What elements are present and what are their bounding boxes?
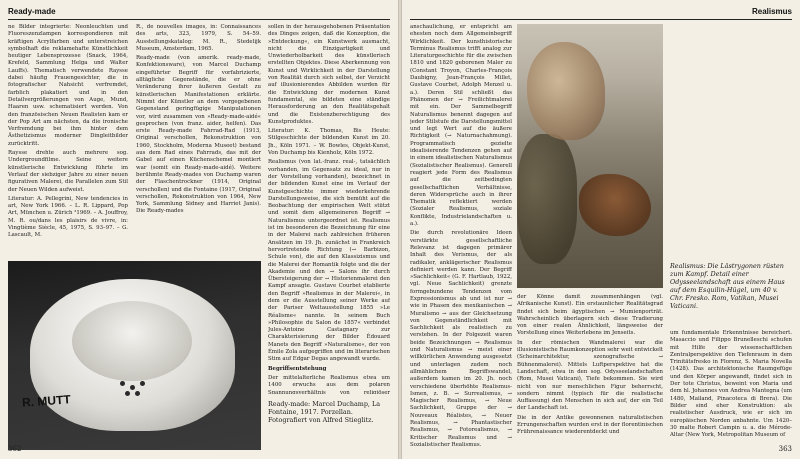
drain-hole xyxy=(130,385,135,390)
paragraph: Die in der Antike gewonnenen naturalistischen Errungenschaften wurden erst in der florentinischen Frührenaissance wiederentdeckt und xyxy=(517,414,663,436)
left-column-1 xyxy=(8,24,128,256)
header-rule-right xyxy=(410,19,792,20)
left-column-3 xyxy=(268,24,390,394)
running-header-left: Ready-made xyxy=(8,7,56,16)
header-rule-left xyxy=(8,19,390,20)
paragraph: der Könne damit zusammenhängen (vgl. Afrikanische Kunst). Ein erstaunlicher Realitätsgrad findet sich beim ägyptischen → Mumienporträt. Wahrscheinlich überlagern sich diese Tradierung von einer realen Ähnlichkeit, längsweise der Vorstellung eines Weiterlebens im Jenseits. xyxy=(517,294,663,337)
drain-hole xyxy=(135,391,140,396)
painting-caption: Realismus: Die Lästrygonen rüsten zum Kampf. Detail einer Odysseelandschaft aus einem Haus auf dem Esquilin-Hügel, um 40 v. Chr. Fresko. Rom, Vatikan, Musei Vaticani. xyxy=(670,262,785,310)
right-column-1 xyxy=(410,24,512,449)
literature-note: R., de nouvelles images, in: Connaissances des arts, 323, 1979, S. 54–59. Ausstellungskatalog: M. R., Stedelijk Museum, Amsterdam, 1965. xyxy=(136,24,261,52)
photo-caption: Ready-made: Marcel Duchamp, La Fontaine, 1917. Porzellan. Fotografiert von Alfred Stieglitz. xyxy=(268,400,381,424)
drain-hole xyxy=(125,391,130,396)
left-column-2 xyxy=(136,24,261,256)
drain-hole xyxy=(120,381,125,386)
left-page xyxy=(0,0,398,459)
literature-note: Literatur: K. Thomas, Bis Heute: Stilgeschichte der bildenden Kunst im 20. Jh., Köln 1971. – W. Bowles, Objekt-Kunst, Von Duchamp bis Kienholz, Köln 1972. xyxy=(268,128,390,157)
right-page xyxy=(402,0,800,459)
section-heading: Begriffsentstehung xyxy=(268,365,327,372)
page-number-left: 362 xyxy=(8,445,22,453)
painting-horse xyxy=(579,174,651,236)
entry-realismus: Realismus (von lat.-franz. real-, tatsächlich vorhanden, im Gegensatz zu ideal, nur in der Vorstellung vorhanden), bezeichnet in der bildenden Kunst eine im Verlauf der Kunstgeschichte immer wiederkehrende Darstellungsweise, die sich bemüht auf die Beobachtung der empirischen Welt stützt und somit dem allgemeineren Begriff → Naturalismus untergeordnet ist. Realismus ist im besonderen die Bezeichnung für eine in der Malerei nach zahlreichen früheren Ansätzen im 19. Jh. zunächst in Frankreich hervortretende Richtung (→ Barbizon, Schule von), die auf den Klassizismus und die Malerei der Romantik folgte und die der Akademie und den → Salons ihr durch Übersteigerung der → Historienmalerei den Kampf ansagte. Gustave Courbet etablierte den Begriff »Realismus in der Malerei«, in dem er die Ausstellung seiner Werke auf der Pariser Weltausstellung 1855 »Le Réalisme« nannte. In seinem Buch »Philosophie du Salon de 1857« verbindet Jules-Antoine Castagnary zur Charakterisierung der Bilder Édouard Manets den Begriff »Naturalisme«, der von Émile Zola aufgegriffen und im literarischen Stim auf Edgar Degas angewandt wurde. xyxy=(268,159,390,363)
urinal-bowl xyxy=(72,301,192,381)
paragraph: anschaulichung, er entspricht am ehesten noch dem Allgemeinbegriff Wirklichkeit. Der kunsthistorische Terminus Realismus trifft analog zur Literaturgeschichte für die zwischen 1810 und 1820 geborenen Maler zu (Constant Troyon, Charles-François Daubigny, Jean-François Millet, Gustave Courbet, Adolph Menzel u. a.). Deren Stil schließt das Phänomen der → Freilichtmalerei mit ein. Der Sammelbegriff Naturalismus benennt dagegen auf jeder Stilstufe die Darstellungsmittel und legt Wert auf die äußere Richtigkeit (→ Naturnachahmung). Programmatisch gezielte idealisierende Tendenzen gehen auf in einem idealistischen Naturalismus (Sozialistischer Realismus). Generell reagiert jede Form des Realismus auf die zeitbedingten gesellschaftlichen Verhältnisse, deren Widersprüche auch in ihrer Thematik reflektiert werden (Sozialer Realismus, soziale Konflikte, Industrielandschaften u. a.). xyxy=(410,24,512,228)
running-header-right: Realismus xyxy=(751,7,792,16)
paragraph: Raysse drehte auch mehrere sog. Undergroundfilme. Seine weitere künstlerische Entwicklung führte im Verlauf der siebziger Jahre zu einer neuen figurativen Malerei, die Parallelen zum Stil der Neuen Wilden aufweist. xyxy=(8,150,128,193)
right-column-2 xyxy=(517,294,663,449)
literature-note: Literatur: A. Pellegrini, New tendencies in art, New York 1966. – L. R. Lippard, Pop Art, München u. Zürich ²1969. – A. Jouffroy, M. R. ou/dans les plaisirs de vivre, in: Vingtième Siècle, 45, 1975, S. 93–97. – G. Lascault, M. xyxy=(8,195,128,239)
paragraph: um fundamentale Erkenntnisse bereichert. Masaccio und Filippo Brunelleschi schufen mit Hilfe der wissenschaftlichen Zentralperspektive den Tiefenraum in dem Trinitätsfresko in Florenz, S. Maria Novella (1428). Das architektonische Raumgefüge und den Körper angewandt, findet sich in Der tote Christus, beweint von Maria und dem hl. Johannes von Andrea Mantegna (um 1480, Mailand, Pinacoteca di Brera). Die Bilder sind eher Konstruktion: als realistischer Ausdruck, wie er sich im europäischen Norden anbahnte. Um 1420–30 malte Robert Campin u. a. die Mérode-Altar (New York, Metropolitan Museum of xyxy=(670,330,792,439)
page-number-right: 363 xyxy=(778,445,792,453)
right-column-3 xyxy=(670,330,792,448)
paragraph: Die durch revolutionäre Ideen verstärkte gesellschaftliche Relevanz ist dagegen primärer Inhalt des Verismus, der als radikaler, anklägerischer Realismus definiert werden kann. Der Begriff »Sachlichkeit« (G. F. Hartlaub, 1922, vgl. Neue Sachlichkeit) grenzte formgebundene Tendenzen vom Expressionismus ab und ist nur → wie in Phasen des mexikanischen → Muralismo → aus der Gleichsetzung von Gegenständlichkeit mit Sachlichkeit als realistisch zu verstehen. In der Folgezeit waren beide Bezeichnungen → Realismus und Naturalismus → meist einer willkürlichen Anwendung ausgesetzt und unterlagen zudem noch allmählichem Begriffswandel, außerdem kamen im 20. Jh. noch verschiedene überhöhte Realismus-Ismen, z. B. → Surrealismus, → Magischer Realismus, → Neue Sachlichkeit, Gruppe der → Nouveaux Réalistes, → Neuer Realismus, → Phantastischer Realismus, → Fotorealismus, → Kritischer Realismus und → Sozialistischer Realismus. xyxy=(410,230,512,448)
paragraph: Der mittelalterliche Realismus etwa um 1400 erwuchs aus dem polaren Spannungsverhältnis von religiöser xyxy=(268,374,390,394)
photo-signature: R. MUTT xyxy=(21,392,72,410)
painting-figure xyxy=(527,42,605,140)
fountain-photo xyxy=(8,261,261,450)
painting-trees xyxy=(517,134,577,264)
paragraph: sollen in der herausgehobenen Präsentation des Dinges zeigen, daß die Konzeption, die »Entdeckung«, ein Kunstwerk ausmacht, nicht die Einzigartigkeit und Unwiederholbarkeit des künstlerisch erstellten Objektes. Diese Aberkennung von Kunst und Wirklichkeit in der Darstellung von Realität durch sich selbst, der Verzicht auf illusionierendes Abbilden wurden für die Entwicklung der modernen Kunst fundamental, sie bildeten eine ständige Herausforderung an den Realitätsgehalt und die Existenzberechtigung des Kunstproduktes. xyxy=(268,24,390,125)
fresco-painting xyxy=(517,24,663,288)
paragraph: In der römischen Wandmalerei war die illusionistische Raumkonzeption sehr weit entwickelt (Scheinarchitektur, szenografische → Bühnenmalerei). Mittels Luftperspektive hat die Landschaft, etwa in den sog. Odysseelandschaften (Rom, Musei Vaticani), Tiefe bekommen. Sie wird nicht von nur menschlichen Figur beherrscht, sondern nimmt (typisch für die realistische Auffassung) den Menschen in sich auf, der ein Teil der Landschaft ist. xyxy=(517,339,663,412)
paragraph: ne Bilder integrierte: Neonleuchten und Fluoreszenzlampen korrespondieren mit kräftigen Acrylfarben und unterstreichen symbolhaft die reklamehafte Künstlichkeit heutiger Lebensprozesse (Snack, 1964, Krefeld, Sammlung Helga und Walter Lauffs). Thematisch verwendete Raysse dabei häufig Frauengesichter, die in fotografischer Nahsicht verfremdet, farblich plakatiert und in den Detailvergrößerungen von Auge, Mund, Haaren usw. schematisiert werden. Von den französischen Neuen Realisten kam er der Pop Art am nächsten, da die ironische Verfremdung bei ihm hinter dem Ästhetizismus moderner Dingleitbilder zurücktritt. xyxy=(8,24,128,147)
entry-ready-made: Ready-made (von amerik. ready-made, Konfektionsware), von Marcel Duchamp eingeführter Begriff für vorfabrizierte, alltägliche Gegenstände, die er ohne Veränderung ihrer äußeren Gestalt zu künstlerischen Manifestationen erklärte. Nimmt der Künstler an dem vorgegebenen Gegenstand geringfügige Manipulationen vor, wird zusammen von »Ready-made-aidé« gesprochen (von franz. aider, helfen). Das erste Ready-made Fahrrad-Rad (1913, Original verschollen, Rekonstruktion von 1960, Stockholm, Moderna Museet) bestand aus dem Rad eines Fahrrads, das mit der Gabel auf einen Küchenschemel montiert war (somit ein Ready-made-aidé). Weitere berühmte Ready-mades von Duchamp waren der Flaschentrockner (1914, Original verschollen) und die Fontaine (1917, Original verschollen, Rekonstruktion von 1964, New York, Sammlung Sidney and Harriet Janis). Die Ready-mades xyxy=(136,55,261,215)
drain-hole xyxy=(140,381,145,386)
